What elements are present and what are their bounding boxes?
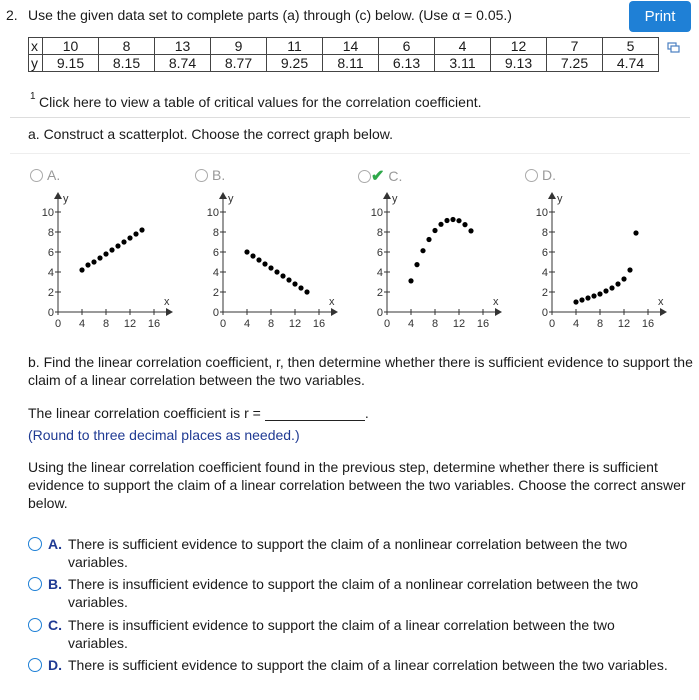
table-cell: 9.13 bbox=[491, 55, 547, 72]
y-tick-label: 10 bbox=[206, 207, 219, 219]
x-tick-label: 8 bbox=[102, 318, 110, 330]
table-cell: 7.25 bbox=[547, 55, 603, 72]
y-tick-label: 10 bbox=[41, 207, 54, 219]
data-point bbox=[456, 218, 461, 223]
option-a-label: A. bbox=[47, 167, 61, 183]
answer-text: There is sufficient evidence to support the claim of a linear correlation between the two variables. bbox=[68, 657, 668, 673]
question-prompt: Use the given data set to complete parts (a) through (c) below. (Use α = 0.05.) bbox=[28, 7, 512, 23]
x-header: x bbox=[29, 38, 43, 55]
data-point bbox=[97, 255, 102, 260]
answer-letter: C. bbox=[48, 617, 62, 633]
x-tick-label: 12 bbox=[123, 318, 137, 330]
table-cell: 7 bbox=[547, 38, 603, 55]
data-point bbox=[85, 262, 90, 267]
y-axis-label: y bbox=[63, 193, 69, 205]
table-cell: 3.11 bbox=[435, 55, 491, 72]
y-tick-label: 4 bbox=[376, 267, 383, 279]
answer-radio-c[interactable] bbox=[28, 618, 42, 632]
data-point bbox=[426, 237, 431, 242]
x-tick-label: 4 bbox=[243, 318, 251, 330]
data-point bbox=[121, 239, 126, 244]
using-prompt: Using the linear correlation coefficient found in the previous step, determine whether there is sufficient evidence to support the claim of a linear correlation between the two variables. Choose the correct answer below. bbox=[28, 459, 686, 511]
data-point bbox=[250, 253, 255, 258]
data-point bbox=[280, 273, 285, 278]
critical-values-link[interactable]: Click here to view a table of critical values for the correlation coefficient. bbox=[39, 94, 482, 110]
divider bbox=[10, 153, 690, 154]
x-axis-arrow-icon bbox=[495, 308, 502, 316]
data-point bbox=[91, 259, 96, 264]
scatterplot-a bbox=[28, 190, 178, 330]
answer-text: There is insufficient evidence to support the claim of a nonlinear correlation between the two variables. bbox=[68, 576, 639, 610]
data-point bbox=[450, 217, 455, 222]
x-tick-label: 12 bbox=[452, 318, 466, 330]
r-label: The linear correlation coefficient is r = bbox=[28, 405, 261, 421]
data-point bbox=[268, 265, 273, 270]
answer-text: There is sufficient evidence to support the claim of a nonlinear correlation between the two variables. bbox=[68, 536, 628, 570]
data-point bbox=[621, 276, 626, 281]
graph-option-d[interactable] bbox=[525, 167, 556, 183]
data-point bbox=[115, 243, 120, 248]
data-point bbox=[244, 249, 249, 254]
x-axis-label: x bbox=[493, 296, 499, 308]
answer-text: There is insufficient evidence to support the claim of a linear correlation between the two variables. bbox=[68, 617, 615, 651]
radio-option-b[interactable] bbox=[195, 169, 208, 182]
table-cell: 10 bbox=[43, 38, 99, 55]
r-period: . bbox=[364, 405, 369, 421]
answer-letter: A. bbox=[48, 536, 62, 552]
copy-table-icon[interactable] bbox=[667, 41, 681, 57]
graph-option-c[interactable] bbox=[358, 166, 402, 186]
question-number: 2. bbox=[6, 7, 18, 23]
x-tick-label: 0 bbox=[383, 318, 391, 330]
round-note: (Round to three decimal places as needed.) bbox=[28, 427, 300, 443]
x-tick-label: 16 bbox=[312, 318, 326, 330]
y-axis-label: y bbox=[557, 193, 563, 205]
answer-option-d[interactable] bbox=[28, 656, 678, 674]
radio-option-c[interactable] bbox=[358, 170, 371, 183]
data-point bbox=[633, 230, 638, 235]
y-tick-label: 6 bbox=[212, 247, 219, 259]
table-row-x bbox=[29, 38, 659, 55]
y-tick-label: 6 bbox=[47, 247, 54, 259]
y-tick-label: 6 bbox=[376, 247, 383, 259]
data-point bbox=[603, 288, 608, 293]
data-point bbox=[408, 278, 413, 283]
table-cell: 11 bbox=[267, 38, 323, 55]
table-cell: 8 bbox=[99, 38, 155, 55]
answer-option-b[interactable] bbox=[28, 575, 678, 611]
option-b-label: B. bbox=[212, 167, 226, 183]
table-cell: 6.13 bbox=[379, 55, 435, 72]
table-cell: 6 bbox=[379, 38, 435, 55]
x-tick-label: 8 bbox=[431, 318, 439, 330]
data-point bbox=[109, 247, 114, 252]
x-axis-arrow-icon bbox=[331, 308, 338, 316]
y-tick-label: 8 bbox=[541, 227, 548, 239]
table-cell: 12 bbox=[491, 38, 547, 55]
radio-option-a[interactable] bbox=[30, 169, 43, 182]
option-c-label: C. bbox=[388, 168, 403, 184]
table-cell: 4.74 bbox=[603, 55, 659, 72]
table-cell: 8.11 bbox=[323, 55, 379, 72]
scatterplot-c bbox=[357, 190, 507, 330]
data-point bbox=[262, 261, 267, 266]
table-cell: 8.15 bbox=[99, 55, 155, 72]
x-tick-label: 0 bbox=[219, 318, 227, 330]
data-point bbox=[420, 248, 425, 253]
answer-radio-d[interactable] bbox=[28, 658, 42, 672]
table-cell: 14 bbox=[323, 38, 379, 55]
y-tick-label: 2 bbox=[541, 287, 548, 299]
option-d-label: D. bbox=[542, 167, 556, 183]
x-tick-label: 4 bbox=[78, 318, 86, 330]
x-tick-label: 0 bbox=[54, 318, 62, 330]
answer-radio-b[interactable] bbox=[28, 577, 42, 591]
table-cell: 4 bbox=[435, 38, 491, 55]
r-input[interactable] bbox=[265, 405, 365, 421]
data-point bbox=[462, 222, 467, 227]
x-tick-label: 4 bbox=[407, 318, 415, 330]
answer-letter: D. bbox=[48, 657, 62, 673]
y-tick-label: 2 bbox=[212, 287, 219, 299]
data-point bbox=[139, 227, 144, 232]
scatterplot-b bbox=[193, 190, 343, 330]
x-tick-label: 8 bbox=[596, 318, 604, 330]
print-button[interactable]: Print bbox=[629, 1, 691, 32]
scatterplot-d bbox=[522, 190, 672, 330]
y-tick-label: 10 bbox=[535, 207, 548, 219]
correct-check-icon: ✔ bbox=[371, 168, 385, 185]
y-tick-label: 4 bbox=[212, 267, 219, 279]
data-point bbox=[304, 289, 309, 294]
y-tick-label: 4 bbox=[541, 267, 548, 279]
data-point bbox=[256, 257, 261, 262]
y-tick-label: 0 bbox=[47, 307, 54, 319]
y-header: y bbox=[29, 55, 43, 72]
r-answer-line bbox=[28, 405, 369, 421]
data-point bbox=[627, 267, 632, 272]
y-tick-label: 0 bbox=[212, 307, 219, 319]
answer-option-c[interactable] bbox=[28, 616, 678, 652]
y-axis-arrow-icon bbox=[548, 192, 556, 199]
data-point bbox=[79, 267, 84, 272]
data-point bbox=[468, 228, 473, 233]
table-cell: 8.74 bbox=[155, 55, 211, 72]
y-tick-label: 10 bbox=[370, 207, 383, 219]
part-a-prompt: a. Construct a scatterplot. Choose the correct graph below. bbox=[28, 126, 393, 142]
y-tick-label: 0 bbox=[376, 307, 383, 319]
part-b-prompt: b. Find the linear correlation coefficient, r, then determine whether there is sufficient evidence to support the claim of a linear correlation between the two variables. bbox=[28, 354, 693, 388]
data-point bbox=[292, 281, 297, 286]
answer-letter: B. bbox=[48, 576, 62, 592]
x-axis-label: x bbox=[329, 296, 335, 308]
data-point bbox=[432, 228, 437, 233]
data-point bbox=[414, 262, 419, 267]
table-cell: 5 bbox=[603, 38, 659, 55]
data-point bbox=[609, 285, 614, 290]
graph-option-b[interactable] bbox=[195, 167, 225, 183]
data-point bbox=[585, 295, 590, 300]
data-table bbox=[28, 37, 659, 72]
x-tick-label: 16 bbox=[147, 318, 161, 330]
y-axis-arrow-icon bbox=[383, 192, 391, 199]
x-tick-label: 12 bbox=[617, 318, 631, 330]
graph-option-a[interactable] bbox=[30, 167, 60, 183]
data-point bbox=[298, 285, 303, 290]
data-point bbox=[133, 231, 138, 236]
data-point bbox=[438, 222, 443, 227]
table-cell: 9.25 bbox=[267, 55, 323, 72]
table-cell: 9 bbox=[211, 38, 267, 55]
table-cell: 13 bbox=[155, 38, 211, 55]
x-tick-label: 0 bbox=[548, 318, 556, 330]
x-axis-label: x bbox=[658, 296, 664, 308]
answer-radio-a[interactable] bbox=[28, 537, 42, 551]
x-tick-label: 12 bbox=[288, 318, 302, 330]
x-axis-arrow-icon bbox=[166, 308, 173, 316]
y-tick-label: 2 bbox=[376, 287, 383, 299]
y-tick-label: 8 bbox=[212, 227, 219, 239]
data-point bbox=[573, 299, 578, 304]
x-axis-label: x bbox=[164, 296, 170, 308]
data-point bbox=[274, 269, 279, 274]
y-axis-label: y bbox=[392, 193, 398, 205]
y-axis-label: y bbox=[228, 193, 234, 205]
data-point bbox=[615, 281, 620, 286]
radio-option-d[interactable] bbox=[525, 169, 538, 182]
footnote-marker: 1 bbox=[30, 91, 36, 102]
y-axis-arrow-icon bbox=[219, 192, 227, 199]
table-cell: 9.15 bbox=[43, 55, 99, 72]
data-point bbox=[597, 291, 602, 296]
y-tick-label: 8 bbox=[47, 227, 54, 239]
y-tick-label: 2 bbox=[47, 287, 54, 299]
data-point bbox=[127, 235, 132, 240]
table-cell: 8.77 bbox=[211, 55, 267, 72]
y-tick-label: 6 bbox=[541, 247, 548, 259]
x-tick-label: 16 bbox=[476, 318, 490, 330]
x-tick-label: 8 bbox=[267, 318, 275, 330]
divider bbox=[10, 117, 690, 118]
y-tick-label: 8 bbox=[376, 227, 383, 239]
y-tick-label: 4 bbox=[47, 267, 54, 279]
data-point bbox=[591, 293, 596, 298]
table-row-y bbox=[29, 55, 659, 72]
data-point bbox=[579, 297, 584, 302]
x-axis-arrow-icon bbox=[660, 308, 667, 316]
data-point bbox=[286, 277, 291, 282]
x-tick-label: 4 bbox=[572, 318, 580, 330]
data-point bbox=[103, 251, 108, 256]
data-point bbox=[444, 218, 449, 223]
y-axis-arrow-icon bbox=[54, 192, 62, 199]
y-tick-label: 0 bbox=[541, 307, 548, 319]
x-tick-label: 16 bbox=[641, 318, 655, 330]
answer-option-a[interactable] bbox=[28, 535, 678, 571]
